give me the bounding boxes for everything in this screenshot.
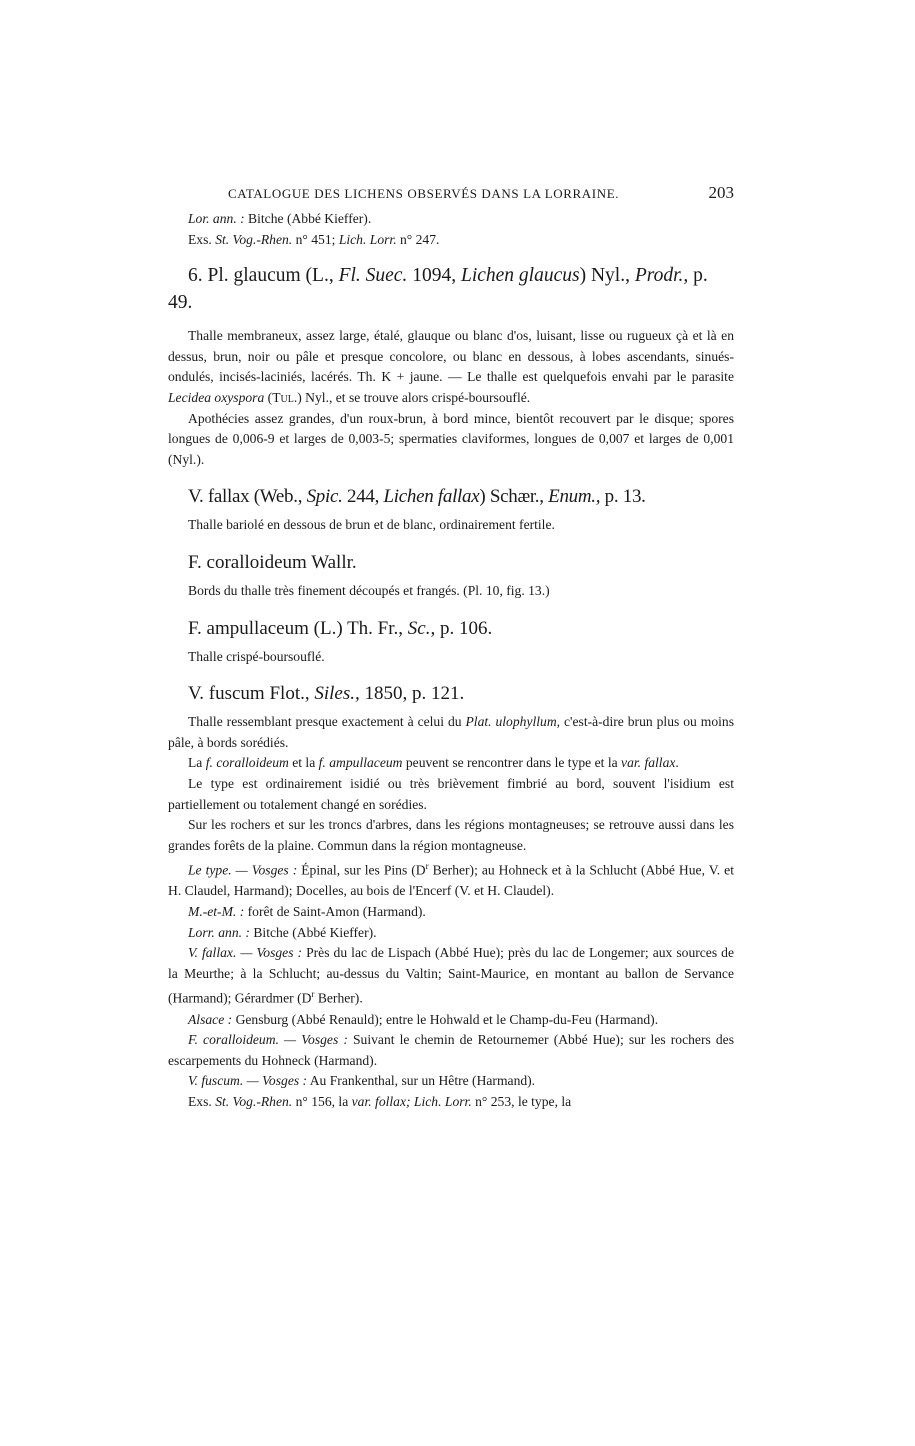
top-lorraine-line: Lor. ann. : Bitche (Abbé Kieffer). xyxy=(188,211,372,226)
locality-fuscum: V. fuscum. — Vosges : Au Frankenthal, sur un Hêtre (Harmand). xyxy=(188,1073,536,1089)
locality-meurthe-et-moselle: M.-et-M. : forêt de Saint-Amon (Harmand). xyxy=(188,904,426,919)
locality-fallax: V. fallax. — Vosges : Près du lac de Lispach (Abbé Hue); près du lac de Longemer; aux sources de la Meurthe; à la Schlucht; au-dessus du Valtin; Saint-Maurice, en montant au ballon de Servance (Harmand); Gérardmer ($D^r$ Berher). xyxy=(168,945,734,1006)
variety-fallax-heading: V. fallax (Web., Spic. 244, Lichen fallax) Schær., Enum., p. 13. xyxy=(188,486,646,508)
form-ampullaceum-description: Thalle crispé-boursouflé. xyxy=(188,648,325,664)
form-coralloideum-description: Bords du thalle très finement découpés et frangés. (Pl. 10, fig. 13.) xyxy=(188,582,550,598)
locality-type: Le type. — Vosges : Épinal, sur les Pins ($D^r$ Berher); au Hohneck et à la Schlucht (Abbé Hue, V. et H. Claudel, Harmand); Docelles, au bois de l'Encerf (V. et H. Claudel). xyxy=(168,861,734,899)
variety-fallax-description: Thalle bariolé en dessous de brun et de blanc, ordinairement fertile. xyxy=(188,517,555,533)
locality-lorraine-annexee: Lorr. ann. : Bitche (Abbé Kieffer). xyxy=(188,924,377,940)
form-coralloideum-heading: F. coralloideum Wallr. xyxy=(188,551,357,573)
exsiccata-final-line: Exs. St. Vog.-Rhen. n° 156, la var. follax; Lich. Lorr. n° 253, le type, la xyxy=(188,1093,572,1109)
habitat-paragraph: Sur les rochers et sur les troncs d'arbres, dans les régions montagneuses; se retrouve aussi dans les grandes forêts de la plaine. Commun dans la région montagneuse. xyxy=(168,817,734,853)
locality-alsace: Alsace : Gensburg (Abbé Renauld); entre le Hohwald et le Champ-du-Feu (Harmand). xyxy=(188,1011,659,1027)
variety-fuscum-heading: V. fuscum Flot., Siles., 1850, p. 121. xyxy=(188,683,465,705)
page xyxy=(168,183,734,1112)
page-number: 203 xyxy=(708,183,734,202)
type-note-paragraph: Le type est ordinairement isidié ou très brièvement fimbrié au bord, souvent l'isidium est partiellement ou totalement changé en sorédies. xyxy=(168,775,734,812)
forms-note-paragraph: La f. coralloideum et la f. ampullaceum peuvent se rencontrer dans le type et la var. fallax. xyxy=(188,755,679,771)
locality-coralloideum: F. coralloideum. — Vosges : Suivant le chemin de Retournemer (Abbé Hue); sur les rochers des escarpements du Hohneck (Harmand). xyxy=(168,1032,734,1068)
running-header xyxy=(228,183,734,203)
thallus-description: Thalle membraneux, assez large, étalé, glauque ou blanc d'os, luisant, lisse ou rugueux çà et là en dessus, brun, noir ou pâle et presque concolore, ou blanc en dessous, à lobes ascendants, sinués-ondulés, incisés-laciniés, lacérés. Th. K + jaune. — Le thalle est quelquefois envahi par le parasite Lecidea oxyspora (Tul.) Nyl., et se trouve alors crispé-boursouflé. xyxy=(168,328,734,405)
apothecia-description: Apothécies assez grandes, d'un roux-brun, à bord mince, bientôt recouvert par le disque; spores longues de 0,006-9 et larges de 0,003-5; spermaties claviformes, longues de 0,007 et larges de 0,001 (Nyl.). xyxy=(168,410,734,467)
species-heading: 6. Pl. glaucum (L., Fl. Suec. 1094, Lichen glaucus) Nyl., Prodr., p. 49. xyxy=(168,265,708,314)
variety-fuscum-description: Thalle ressemblant presque exactement à celui du Plat. ulophyllum, c'est-à-dire brun plus ou moins pâle, à bords sorédiés. xyxy=(168,714,735,750)
top-exsiccata-line: Exs. St. Vog.-Rhen. n° 451; Lich. Lorr. n° 247. xyxy=(188,231,440,247)
form-ampullaceum-heading: F. ampullaceum (L.) Th. Fr., Sc., p. 106. xyxy=(188,617,493,639)
running-title: CATALOGUE DES LICHENS OBSERVÉS DANS LA LORRAINE. xyxy=(228,186,620,201)
